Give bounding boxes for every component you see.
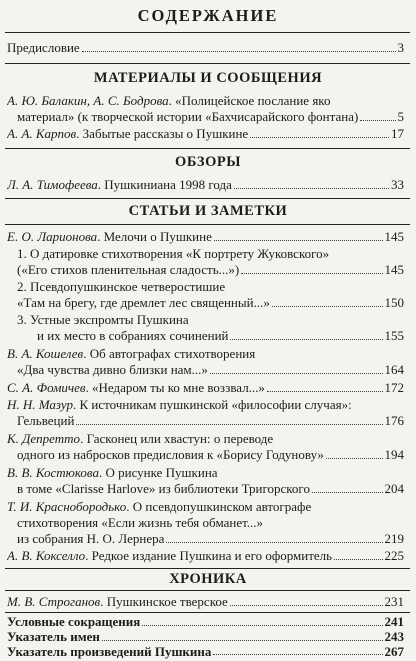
page-number: 150: [384, 295, 404, 310]
toc-entry-cont: одного из набросков предисловия к «Борису Годунову» 194: [17, 447, 404, 462]
toc-entry: А. А. Карпов. Забытые рассказы о Пушкине 17: [7, 126, 404, 141]
divider: [5, 32, 410, 33]
toc-entry: К. Депретто. Гасконец или хвастун: о переводе: [7, 431, 274, 446]
toc-entry: А. Ю. Балакин, А. С. Бодрова. «Полицейское послание яко: [7, 93, 331, 108]
page-number: 164: [384, 362, 404, 377]
toc-entry: В. А. Кошелев. Об автографах стихотворения: [7, 346, 256, 361]
page-number: 219: [384, 531, 404, 546]
toc-entry: М. В. Строганов. Пушкинское тверское 231: [7, 594, 404, 609]
page-number: 172: [384, 380, 404, 395]
page-number: 17: [391, 126, 404, 141]
page-number: 3: [397, 40, 404, 55]
page-number: 5: [397, 109, 404, 124]
toc-entry: С. А. Фомичев. «Недаром ты ко мне воззвал...» 172: [7, 380, 404, 395]
section-heading-articles: СТАТЬИ И ЗАМЕТКИ: [128, 203, 288, 219]
divider: [5, 568, 410, 569]
toc-entry-abbreviations: Условные сокращения 241: [7, 614, 404, 629]
divider: [5, 148, 410, 149]
divider: [5, 612, 410, 613]
toc-subentry: 3. Устные экспромты Пушкина: [17, 312, 189, 327]
toc-entry: В. В. Костюкова. О рисунке Пушкина: [7, 465, 218, 480]
page-number: 33: [391, 177, 404, 192]
toc-entry: Т. И. Краснобородько. О псевдопушкинском автографе: [7, 499, 312, 514]
section-heading-chronicle: ХРОНИКА: [169, 571, 247, 587]
divider: [5, 198, 410, 199]
toc-entry: А. В. Кокселло. Редкое издание Пушкина и его оформитель 225: [7, 548, 404, 563]
page-number: 243: [384, 629, 404, 644]
toc-entry-cont: из собрания Н. О. Лернера 219: [17, 531, 404, 546]
section-heading-reviews: ОБЗОРЫ: [175, 154, 241, 170]
toc-entry-cont: стихотворения «Если жизнь тебя обманет...»: [17, 515, 264, 530]
toc-subentry: 1. О датировке стихотворения «К портрету Жуковского»: [17, 246, 330, 261]
divider: [5, 224, 410, 225]
divider: [5, 63, 410, 64]
toc-entry-cont: материал» (к творческой истории «Бахчисарайского фонтана) 5: [17, 109, 404, 124]
page-number: 194: [384, 447, 404, 462]
toc-entry-cont: Гельвеций 176: [17, 413, 404, 428]
toc-subentry-cont: «Там на брегу, где дремлет лес священный...» 150: [17, 295, 404, 310]
page-number: 204: [384, 481, 404, 496]
toc-entry-works-index: Указатель произведений Пушкина 267: [7, 644, 404, 659]
page-number: 176: [384, 413, 404, 428]
toc-entry-cont: в томе «Clarisse Harlove» из библиотеки Тригорского 204: [17, 481, 404, 496]
toc-subentry-cont: («Его стихов пленительная сладость...») 145: [17, 262, 404, 277]
toc-entry-preface: Предисловие 3: [7, 40, 404, 55]
page-number: 241: [384, 614, 404, 629]
toc-entry-cont: «Два чувства дивно близки нам...» 164: [17, 362, 404, 377]
page-number: 145: [384, 262, 404, 277]
toc-subentry-cont: и их место в собраниях сочинений 155: [37, 328, 404, 343]
toc-subentry: 2. Псевдопушкинское четверостишие: [17, 279, 226, 294]
section-heading-materials: МАТЕРИАЛЫ И СООБЩЕНИЯ: [93, 70, 323, 86]
toc-entry: Н. Н. Мазур. К источникам пушкинской «философии случая»:: [7, 397, 352, 412]
toc-entry: Е. О. Ларионова. Мелочи о Пушкине 145: [7, 229, 404, 244]
page-number: 145: [384, 229, 404, 244]
toc-entry-name-index: Указатель имен 243: [7, 629, 404, 644]
page-number: 225: [384, 548, 404, 563]
divider: [5, 590, 410, 591]
page-number: 231: [384, 594, 404, 609]
page-title: СОДЕРЖАНИЕ: [137, 6, 279, 25]
page-number: 155: [384, 328, 404, 343]
toc-entry: Л. А. Тимофеева. Пушкиниана 1998 года 33: [7, 177, 404, 192]
page-number: 267: [384, 644, 404, 659]
